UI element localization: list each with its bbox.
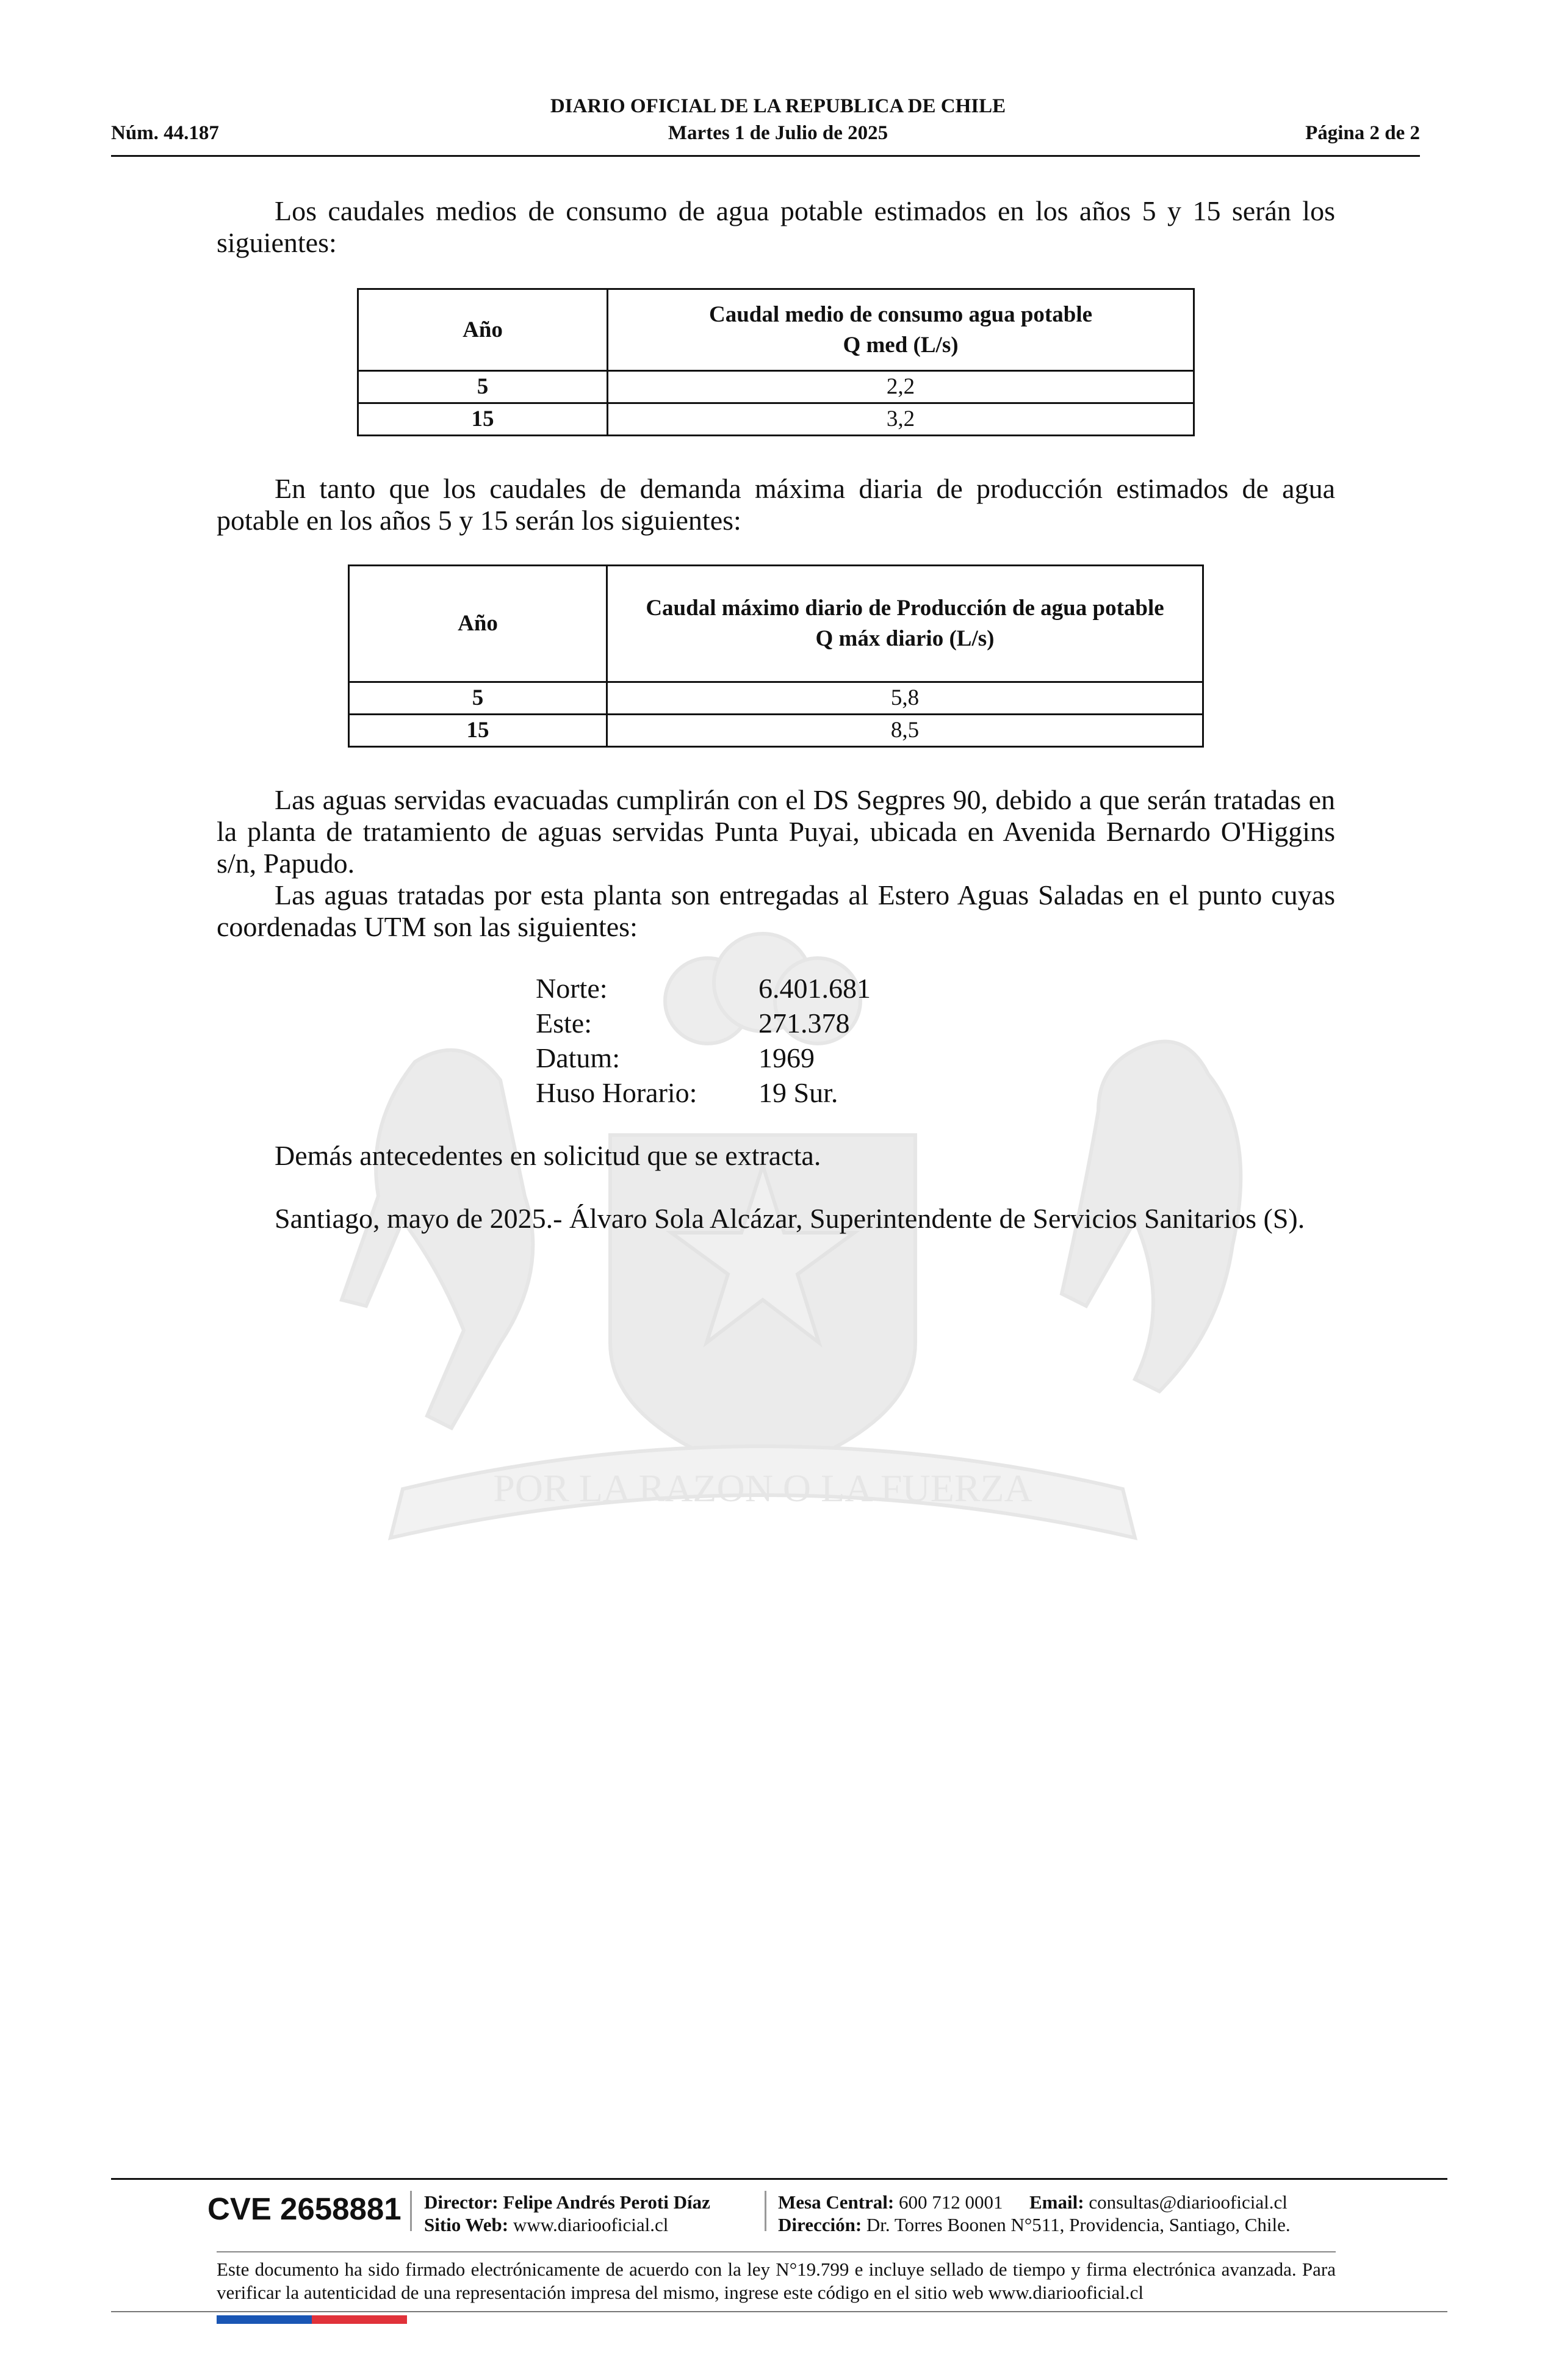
closing-note: Demás antecedentes en solicitud que se extracta. [275, 1140, 821, 1171]
footer-director [424, 2191, 710, 2213]
coordinate-value: 271.378 [758, 1008, 850, 1039]
table-header-flow-line1: Caudal medio de consumo agua potable [708, 301, 1093, 327]
coordinate-value: 19 Sur. [758, 1077, 838, 1108]
table-cell-value: 8,5 [607, 715, 1203, 747]
footer-inner-divider [217, 2251, 1336, 2252]
table-row [349, 715, 1203, 747]
signature-line: Santiago, mayo de 2025.- Álvaro Sola Alcázar, Superintendente de Servicios Sanitarios (S). [275, 1203, 1305, 1234]
cve-code: CVE 2658881 [207, 2191, 402, 2226]
table-header-flow-line2: Q med (L/s) [843, 332, 959, 358]
coordinate-value: 6.401.681 [758, 973, 871, 1004]
table-header-flow [608, 289, 1194, 371]
footer-contact [778, 2191, 1288, 2213]
table-cell-value: 3,2 [608, 403, 1194, 436]
footer-website [424, 2213, 668, 2236]
footer-divider [111, 2178, 1447, 2180]
mesa-value: 600 712 0001 [899, 2191, 1003, 2213]
coordinate-label: Datum: [536, 1042, 620, 1073]
table-cell-year: 5 [349, 682, 607, 715]
mesa-label: Mesa Central: [778, 2191, 895, 2213]
coordinate-label: Huso Horario: [536, 1077, 697, 1108]
coordinate-value: 1969 [758, 1042, 815, 1073]
table-cell-value: 2,2 [608, 371, 1194, 403]
coordinates-intro-paragraph: Las aguas tratadas por esta planta son entregadas al Estero Aguas Saladas en el punto cuyas coordenadas UTM son las siguientes: [217, 879, 1335, 942]
signature-notice: Este documento ha sido firmado electrónicamente de acuerdo con la ley N°19.799 e incluye sellado de tiempo y firma electrónica avanzada. Para verificar la autenticidad de una representación impresa del mismo, ingrese este código en el sitio web www.diariooficial.cl [217, 2259, 1336, 2303]
max-production-flow-table [348, 564, 1204, 748]
table-header-year: Año [349, 566, 607, 682]
table-cell-year: 5 [358, 371, 608, 403]
website-link[interactable]: www.diariooficial.cl [513, 2214, 669, 2235]
consumption-flow-table [357, 288, 1195, 436]
table-cell-value: 5,8 [607, 682, 1203, 715]
coordinate-label: Este: [536, 1008, 592, 1039]
wastewater-paragraph: Las aguas servidas evacuadas cumplirán con el DS Segpres 90, debido a que serán tratadas en la planta de tratamiento de aguas servidas Punta Puyai, ubicada en Avenida Bernardo O'Higgins s/n, Papudo. [217, 784, 1335, 879]
director-name: Felipe Andrés Peroti Díaz [503, 2191, 710, 2213]
address-value: Dr. Torres Boonen N°511, Providencia, Santiago, Chile. [866, 2214, 1291, 2235]
issue-date: Martes 1 de Julio de 2025 [668, 122, 888, 144]
footer-bottom-divider [111, 2311, 1447, 2312]
table-header-row [349, 566, 1203, 682]
intro-paragraph-2: En tanto que los caudales de demanda máxima diaria de producción estimados de agua potable en los años 5 y 15 serán los siguientes: [217, 473, 1335, 536]
page-number: Página 2 de 2 [1305, 122, 1420, 144]
email-label: Email: [1029, 2191, 1084, 2213]
website-label: Sitio Web: [424, 2214, 509, 2235]
email-link[interactable]: consultas@diariooficial.cl [1089, 2191, 1288, 2213]
flag-stripe-red [312, 2315, 407, 2324]
table-header-flow [607, 566, 1203, 682]
table-row [349, 682, 1203, 715]
coordinate-label: Norte: [536, 973, 608, 1004]
director-label: Director: [424, 2191, 499, 2213]
footer-separator [410, 2191, 412, 2231]
watermark-motto: POR LA RAZON O LA FUERZA [493, 1466, 1032, 1510]
table-header-row [358, 289, 1194, 371]
table-header-flow-line1: Caudal máximo diario de Producción de agua potable [646, 596, 1164, 621]
table-header-flow-line2: Q máx diario (L/s) [815, 626, 995, 651]
header-divider [111, 155, 1420, 157]
newspaper-title: DIARIO OFICIAL DE LA REPUBLICA DE CHILE [550, 95, 1006, 117]
footer-separator [765, 2191, 766, 2231]
table-header-year: Año [358, 289, 608, 371]
flag-stripe-blue [217, 2315, 312, 2324]
table-cell-year: 15 [349, 715, 607, 747]
address-label: Dirección: [778, 2214, 862, 2235]
table-row [358, 403, 1194, 436]
intro-paragraph-1: Los caudales medios de consumo de agua potable estimados en los años 5 y 15 serán los siguientes: [217, 195, 1335, 258]
table-row [358, 371, 1194, 403]
footer-address [778, 2213, 1291, 2236]
issue-number: Núm. 44.187 [111, 122, 219, 144]
table-cell-year: 15 [358, 403, 608, 436]
